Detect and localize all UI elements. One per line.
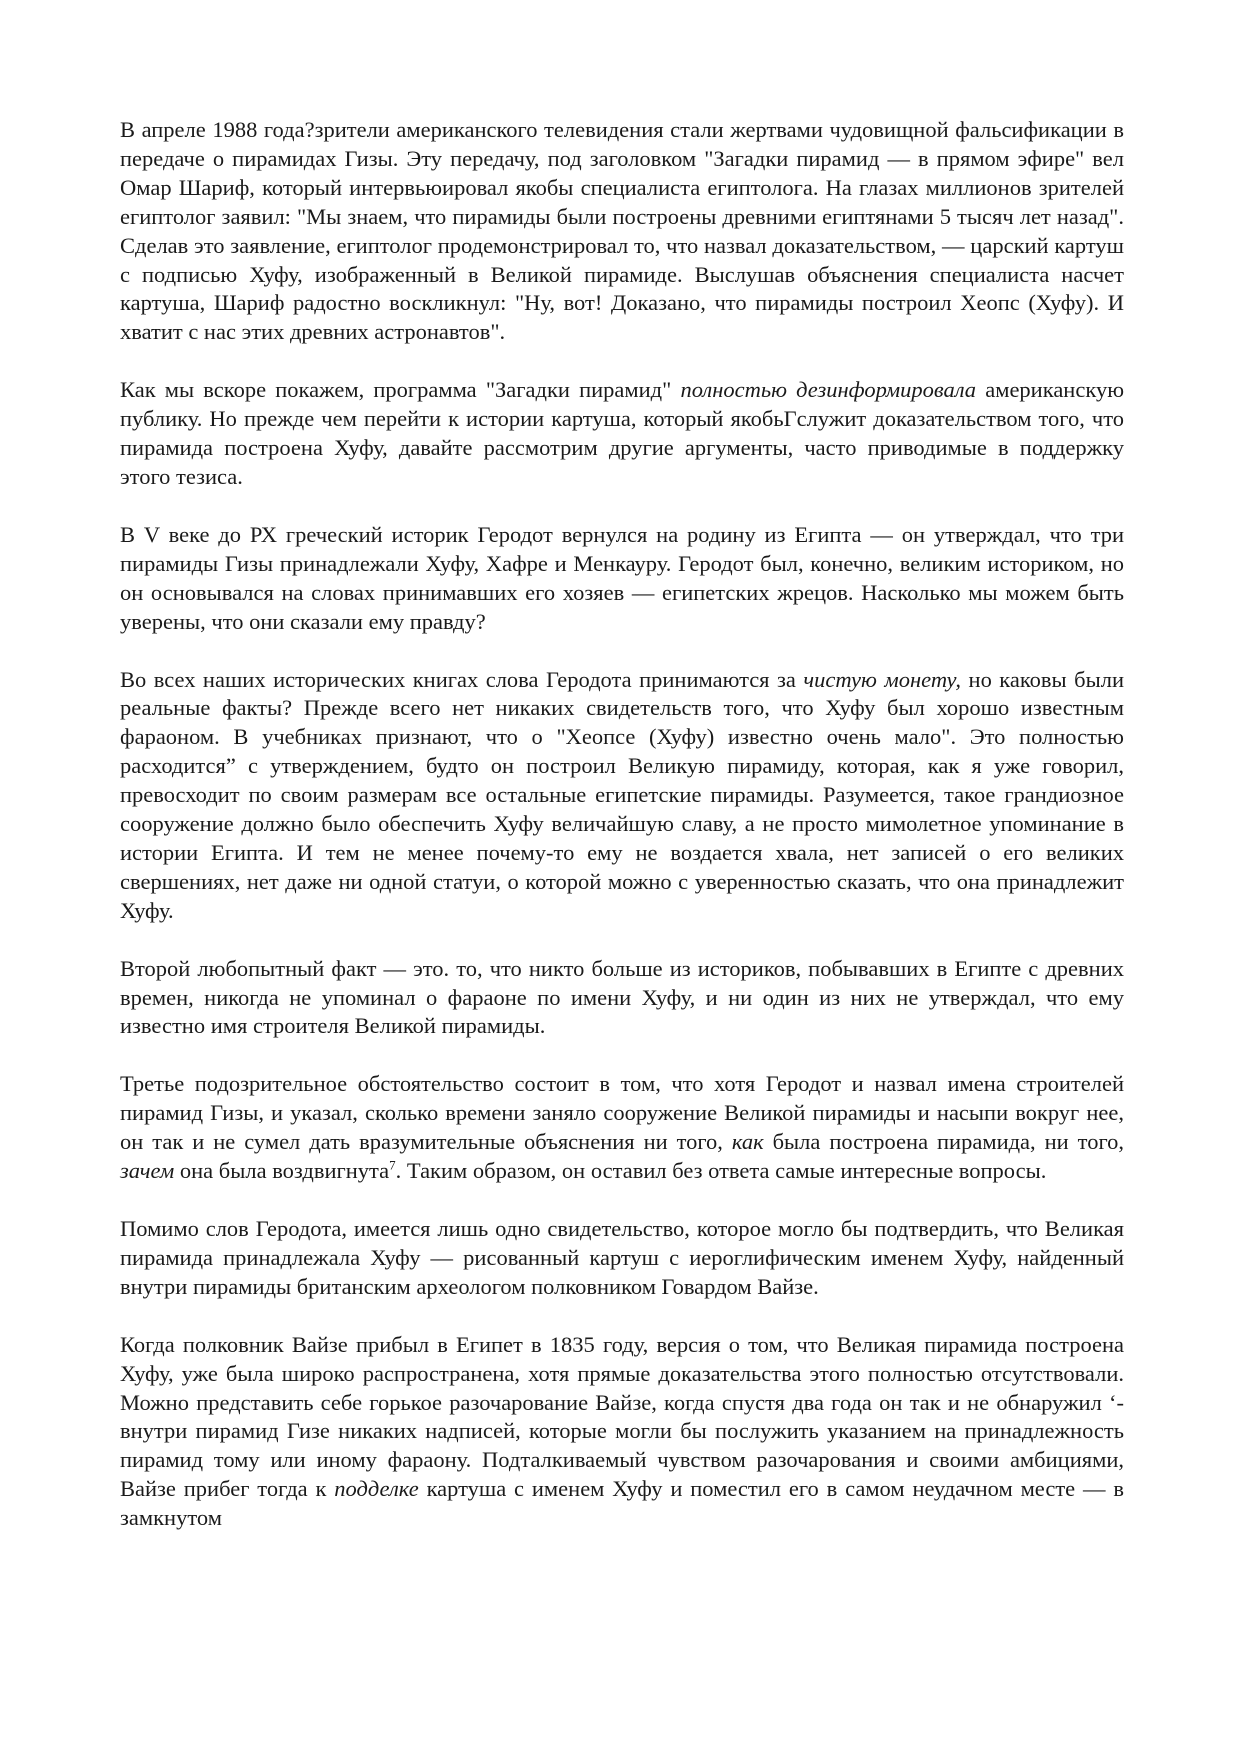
italic-text: подделке	[334, 1476, 419, 1502]
italic-text: зачем	[120, 1158, 175, 1184]
paragraph-p8	[120, 1331, 1124, 1533]
body-text: Второй любопытный факт — это. то, что никто больше из историков, побывавших в Египте с древних времен, никогда не упоминал о фараоне по имени Хуфу, и ни один из них не утверждал, что ему известно имя строителя Великой пирамиды.	[120, 955, 1124, 1039]
footnote-reference: 7	[389, 1157, 396, 1173]
body-text: Во всех наших исторических книгах слова Геродота принимаются за	[120, 666, 804, 692]
body-text: американскую публику. Но прежде чем перейти к истории картуша, который якобьГслужит доказательством того, что пирамида построена Хуфу, давайте рассмотрим другие аргументы, часто приводимые в поддержку этого тезиса.	[120, 377, 1125, 489]
paragraph-p3	[120, 521, 1124, 637]
body-text: Помимо слов Геродота, имеется лишь одно свидетельство, которое могло бы подтвердить, что Великая пирамида принадлежала Хуфу — рисованный картуш с иероглифическим именем Хуфу, найденный внутри пирамиды британским археологом полковником Говардом Вайзе.	[120, 1216, 1124, 1299]
paragraph-p1	[120, 116, 1124, 347]
body-text: Когда полковник Вайзе прибыл в Египет в 1835 году, версия о том, что Великая пирамида построена Хуфу, уже была широко распространена, хотя прямые доказательства этого полностью отсутствовали. Можно представить себе горькое разочарование Вайзе, когда спустя два года он так и не обнаружил ‘-внутри пирамид Гизе никаких надписей, которые могли бы послужить указанием на принадлежность пирамид тому или иному фараону. Подталкиваемый чувством разочарования и своими амбициями, Вайзе прибег тогда к	[120, 1331, 1124, 1502]
body-text: но каковы были реальные факты? Прежде всего нет никаких свидетельств того, что Хуфу был хорошо известным фараоном. В учебниках признают, что о "Хеопсе (Хуфу) известно очень мало". Это полностью расходится” с утверждением, будто он построил Великую пирамиду, которая, как я уже говорил, превосходит по своим размерам все остальные египетские пирамиды. Разумеется, такое грандиозное сооружение должно было обеспечить Хуфу величайшую славу, а не просто мимолетное упоминание в истории Египта. И тем не менее почему-то ему не воздается хвала, нет записей о его великих свершениях, нет даже ни одной статуи, о которой можно с уверенностью сказать, что она принадлежит Хуфу.	[120, 666, 1124, 923]
italic-text: полностью дезинформировала	[680, 377, 977, 403]
paragraph-p7	[120, 1215, 1124, 1302]
body-text: была построена пирамида, ни того,	[763, 1129, 1124, 1155]
italic-text: как	[731, 1129, 764, 1155]
paragraph-p5	[120, 955, 1124, 1042]
body-text: В V веке до РХ греческий историк Геродот вернулся на родину из Египта — он утверждал, что три пирамиды Гизы принадлежали Хуфу, Хафре и Менкауру. Геродот был, конечно, великим историком, но он основывался на словах принимавших его хозяев — египетских жрецов. Насколько мы можем быть уверены, что они сказали ему правду?	[120, 521, 1124, 634]
body-text: Третье подозрительное обстоятельство состоит в том, что хотя Геродот и назвал имена строителей пирамид Гизы, и указал, сколько времени заняло сооружение Великой пирамиды и насыпи вокруг нее, он так и не сумел дать вразумительные объяснения ни того,	[120, 1071, 1124, 1155]
paragraph-p6	[120, 1070, 1124, 1186]
body-text: Как мы вскоре покажем, программа "Загадки пирамид"	[120, 377, 681, 403]
body-text: . Таким образом, он оставил без ответа самые интересные вопросы.	[395, 1158, 1047, 1184]
italic-text: чистую монету,	[803, 666, 962, 692]
body-text: В апреле 1988 года?зрители американского телевидения стали жертвами чудовищной фальсификации в передаче о пирамидах Гизы. Эту передачу, под заголовком "Загадки пирамид — в прямом эфире" вел Омар Шариф, который интервьюировал якобы специалиста египтолога. На глазах миллионов зрителей египтолог заявил: "Мы знаем, что пирамиды были построены древними египтянами 5 тысяч лет назад". Сделав это заявление, египтолог продемонстрировал то, что назвал доказательством, — царский картуш с подписью Хуфу, изображенный в Великой пирамиде. Выслушав объяснения специалиста насчет картуша, Шариф радостно воскликнул: "Ну, вот! Доказано, что пирамиды построил Хеопс (Хуфу). И хватит с нас этих древних астронавтов".	[120, 117, 1124, 345]
paragraph-p2	[120, 376, 1124, 492]
body-text: картуша с именем Хуфу и поместил его в самом неудачном месте — в замкнутом	[120, 1476, 1124, 1531]
paragraph-p4	[120, 666, 1124, 926]
document-page	[120, 116, 1124, 1562]
body-text: она была воздвигнута	[174, 1158, 390, 1184]
